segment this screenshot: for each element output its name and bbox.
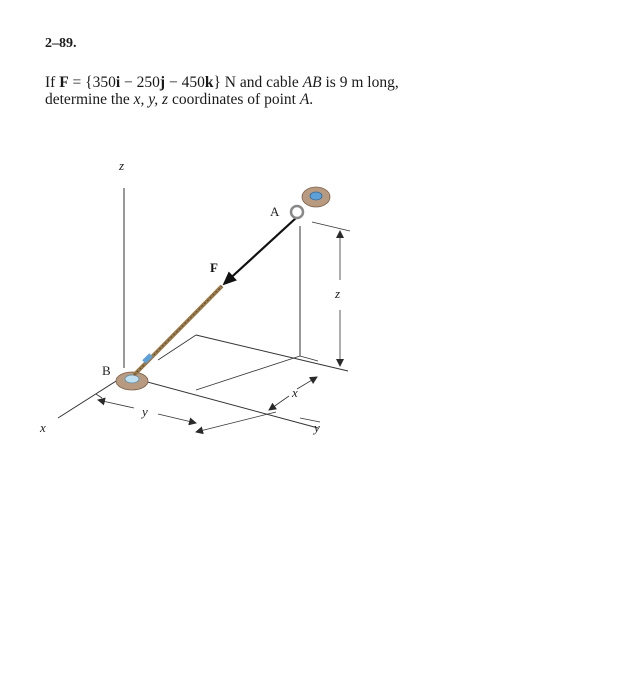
anchor-A-eye — [291, 206, 303, 218]
label-A: A — [270, 204, 280, 219]
x-dim-label: x — [292, 385, 298, 400]
x-dim-line-b — [269, 396, 289, 410]
unit-i: i — [115, 74, 121, 91]
text-eq: = {350 — [68, 74, 116, 91]
text-minus2: − 450 — [165, 74, 205, 91]
unit-k: k — [204, 74, 214, 91]
label-F: F — [210, 260, 218, 275]
z-dim-label: z — [335, 286, 341, 301]
text-cable: } N and cable — [213, 74, 303, 91]
z-axis-label: z — [119, 158, 125, 173]
y1-dim-ext — [96, 394, 102, 398]
text-minus1: − 250 — [120, 74, 160, 91]
label-B: B — [102, 363, 111, 378]
text-determine: determine the — [45, 91, 134, 108]
text-length: is 9 m long, — [321, 74, 399, 91]
y1-dim-label: y — [142, 404, 148, 419]
text-if: If — [45, 74, 60, 91]
base-B-fitting — [125, 375, 139, 383]
problem-number: 2–89. — [45, 36, 77, 51]
force-symbol: F — [59, 74, 69, 91]
point-label: A — [299, 91, 310, 108]
anchor-A-fitting — [310, 192, 322, 200]
text-period: . — [309, 91, 314, 108]
y2-dim-line-a — [196, 412, 276, 432]
x-axis-label: x — [40, 420, 46, 435]
x-axis — [58, 376, 124, 418]
y2-dim-label: y — [314, 420, 320, 435]
x-dim-line-a — [297, 377, 317, 389]
unit-j: j — [159, 74, 166, 91]
floor-line-1 — [196, 335, 348, 371]
coords-label: x, y, z — [133, 91, 169, 108]
text-coordinates: coordinates of point — [168, 91, 300, 108]
y1-dim-line-a — [98, 400, 134, 408]
floor-line-3 — [196, 356, 300, 390]
z-dim-ext-top — [312, 222, 350, 231]
force-arrow-F — [224, 218, 296, 284]
y1-dim-line-b — [158, 414, 196, 423]
cable-label: AB — [302, 74, 322, 91]
